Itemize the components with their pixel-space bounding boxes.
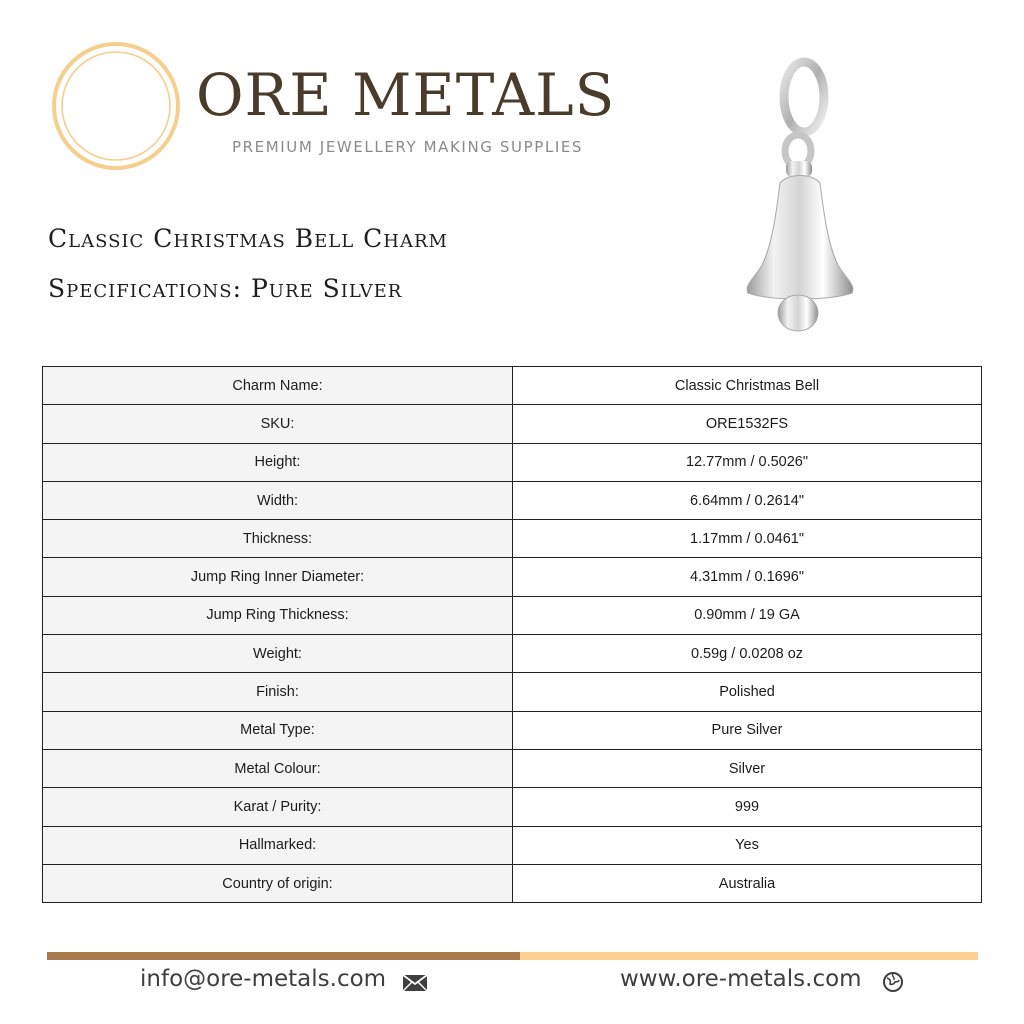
spec-label: Metal Colour: [43,749,513,787]
spec-value: 999 [513,788,982,826]
brand-name: ORE METALS [196,61,616,129]
table-row [43,558,982,596]
spec-label: Karat / Purity: [43,788,513,826]
table-row [43,405,982,443]
footer-website-link[interactable]: www.ore-metals.com [620,966,862,992]
spec-value: Polished [513,673,982,711]
spec-value: 0.90mm / 19 GA [513,596,982,634]
table-row [43,443,982,481]
spec-value: Yes [513,826,982,864]
spec-label: Jump Ring Thickness: [43,596,513,634]
spec-label: Weight: [43,635,513,673]
spec-value: Silver [513,749,982,787]
table-row [43,520,982,558]
spec-label: Jump Ring Inner Diameter: [43,558,513,596]
footer-email-link[interactable]: info@ore-metals.com [140,966,387,992]
spec-value: 1.17mm / 0.0461" [513,520,982,558]
globe-icon [882,971,904,993]
table-row [43,673,982,711]
footer-bar-right [520,952,978,960]
footer-bar-left [47,952,520,960]
spec-label: Country of origin: [43,864,513,902]
spec-label: Height: [43,443,513,481]
spec-label: Metal Type: [43,711,513,749]
product-specifications-heading: Specifications: Pure Silver [48,274,403,303]
spec-value: ORE1532FS [513,405,982,443]
product-title: Classic Christmas Bell Charm [48,224,448,253]
brand-tagline: PREMIUM JEWELLERY MAKING SUPPLIES [232,138,584,156]
logo-ring-icon [50,40,182,172]
spec-label: Width: [43,481,513,519]
spec-value: Pure Silver [513,711,982,749]
table-row [43,481,982,519]
table-row [43,864,982,902]
table-row [43,596,982,634]
table-row [43,788,982,826]
spec-value: 6.64mm / 0.2614" [513,481,982,519]
spec-label: Charm Name: [43,367,513,405]
silver-bell-charm-icon [732,55,864,355]
spec-label: Finish: [43,673,513,711]
spec-value: 12.77mm / 0.5026" [513,443,982,481]
spec-label: Thickness: [43,520,513,558]
table-row [43,826,982,864]
table-row [43,367,982,405]
spec-value: 0.59g / 0.0208 oz [513,635,982,673]
envelope-icon [402,974,428,992]
spec-value: 4.31mm / 0.1696" [513,558,982,596]
table-row [43,749,982,787]
spec-value: Australia [513,864,982,902]
spec-label: Hallmarked: [43,826,513,864]
specifications-table [42,366,982,903]
table-row [43,711,982,749]
spec-value: Classic Christmas Bell [513,367,982,405]
table-row [43,635,982,673]
spec-label: SKU: [43,405,513,443]
